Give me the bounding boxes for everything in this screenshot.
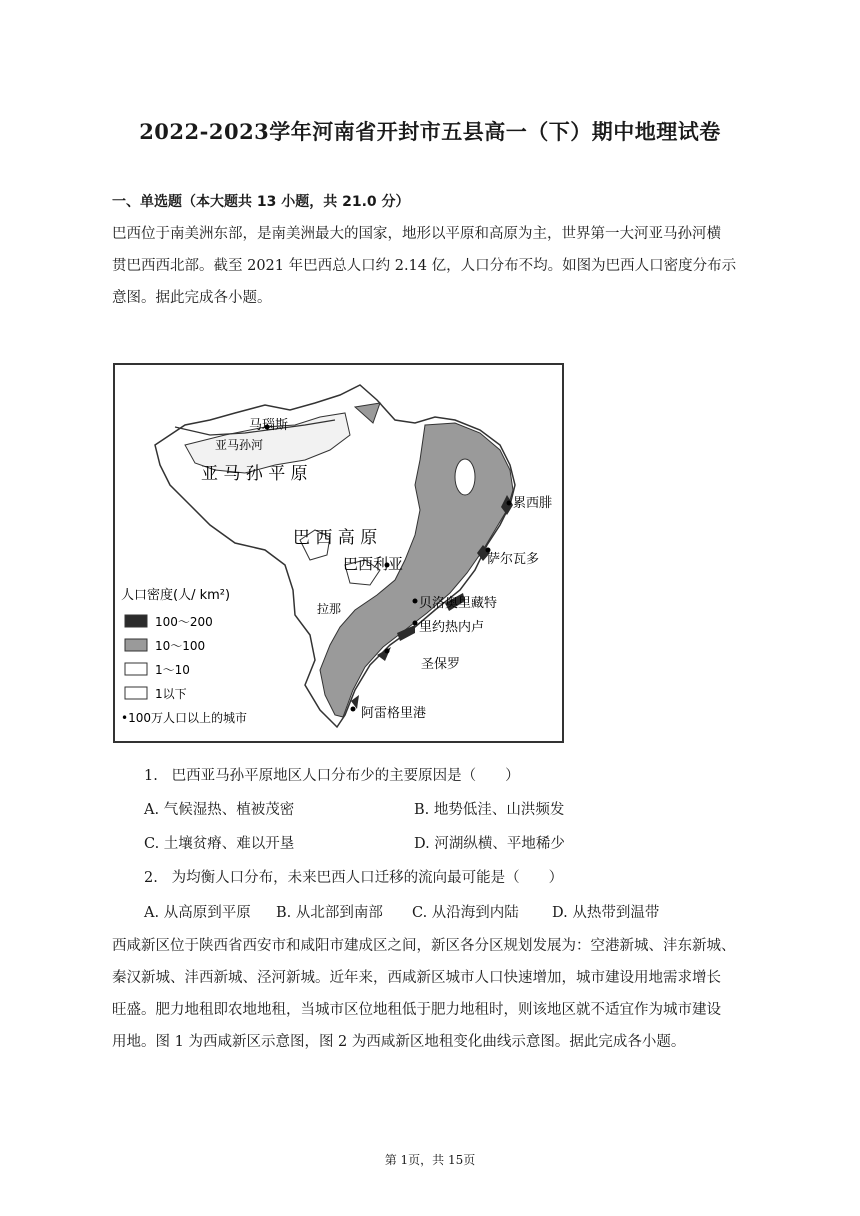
option-text: 从热带到温带 bbox=[572, 905, 660, 921]
passage-line: 贯巴西西北部。截至 2021 年巴西总人口约 2.14 亿，人口分布不均。如图为巴西人口密度分布示 bbox=[112, 258, 737, 274]
option-2c bbox=[412, 901, 519, 922]
option-letter: A. bbox=[144, 905, 160, 921]
legend-item: 1以下 bbox=[155, 687, 187, 701]
question-text: 为均衡人口分布，未来巴西人口迁移的流向最可能是（ ） bbox=[171, 870, 564, 886]
option-text: 从北部到南部 bbox=[295, 905, 383, 921]
option-letter: C. bbox=[412, 905, 428, 921]
legend-title: 人口密度(人/ km²) bbox=[121, 588, 231, 603]
legend-item: 100～200 bbox=[155, 615, 213, 629]
option-text: 从沿海到内陆 bbox=[431, 905, 519, 921]
option-letter: D. bbox=[552, 905, 568, 921]
passage-line: 西咸新区位于陕西省西安市和咸阳市建成区之间，新区各分区规划发展为：空港新城、沣东新城、 bbox=[112, 938, 736, 954]
label-belo-horizonte: 贝洛奥里藏特 bbox=[419, 596, 498, 611]
legend-city-note: •100万人口以上的城市 bbox=[121, 711, 247, 725]
option-2b bbox=[276, 901, 383, 922]
passage-brazil bbox=[112, 218, 752, 314]
label-amazon-river: 亚马孙河 bbox=[215, 438, 264, 452]
page-footer: 第 1页，共 15页 bbox=[384, 1153, 476, 1167]
legend-item: 1～10 bbox=[155, 663, 190, 677]
question-number: 2. bbox=[144, 870, 158, 886]
option-1c bbox=[144, 832, 294, 853]
label-manaus: 马瑙斯 bbox=[249, 418, 289, 433]
option-text: 河湖纵横、平地稀少 bbox=[434, 836, 565, 852]
passage-line: 旺盛。肥力地租即农地地租，当城市区位地租低于肥力地租时，则该地区就不适宜作为城市建设 bbox=[112, 1002, 721, 1018]
option-1d bbox=[414, 832, 565, 853]
option-text: 土壤贫瘠、难以开垦 bbox=[163, 836, 295, 852]
question-1 bbox=[144, 764, 520, 785]
section-heading: 一、单选题（本大题共 13 小题，共 21.0 分） bbox=[112, 194, 410, 210]
option-letter: B. bbox=[414, 802, 430, 818]
option-letter: C. bbox=[144, 836, 160, 852]
label-amazon-plain: 亚 马 孙 平 原 bbox=[201, 464, 308, 484]
label-porto-alegre: 阿雷格里港 bbox=[361, 706, 427, 721]
question-2 bbox=[144, 866, 563, 887]
page-title: 2022-2023学年河南省开封市五县高一（下）期中地理试卷 bbox=[139, 119, 721, 144]
passage-line: 意图。据此完成各小题。 bbox=[112, 290, 272, 306]
label-brazil-plateau: 巴 西 高 原 bbox=[293, 528, 378, 548]
brazil-population-map bbox=[113, 363, 564, 743]
option-2a bbox=[144, 901, 251, 922]
question-number: 1. bbox=[144, 768, 158, 784]
label-parana: 拉那 bbox=[317, 602, 342, 616]
question-text: 巴西亚马孙平原地区人口分布少的主要原因是（ ） bbox=[171, 768, 520, 784]
map-legend bbox=[121, 587, 247, 725]
option-text: 气候湿热、植被茂密 bbox=[163, 802, 295, 818]
passage-line: 秦汉新城、沣西新城、泾河新城。近年来，西咸新区城市人口快速增加，城市建设用地需求增长 bbox=[112, 970, 721, 986]
option-2d bbox=[552, 901, 659, 922]
option-text: 从高原到平原 bbox=[163, 905, 251, 921]
passage-line: 巴西位于南美洲东部，是南美洲最大的国家，地形以平原和高原为主，世界第一大河亚马孙河横 bbox=[112, 226, 721, 242]
label-brasilia: 巴西利亚 bbox=[343, 555, 404, 573]
option-letter: D. bbox=[414, 836, 430, 852]
option-1a bbox=[144, 798, 294, 819]
label-rio: 里约热内卢 bbox=[419, 620, 485, 635]
option-letter: A. bbox=[144, 802, 160, 818]
option-text: 地势低洼、山洪频发 bbox=[433, 802, 565, 818]
label-salvador: 萨尔瓦多 bbox=[487, 552, 540, 567]
option-1b bbox=[414, 798, 564, 819]
passage-line: 用地。图 1 为西咸新区示意图，图 2 为西咸新区地租变化曲线示意图。据此完成各小题。 bbox=[112, 1034, 686, 1050]
label-sao-paulo: 圣保罗 bbox=[421, 657, 461, 672]
option-letter: B. bbox=[276, 905, 292, 921]
label-recife: 累西腓 bbox=[513, 496, 553, 511]
passage-xixian bbox=[112, 930, 752, 1058]
legend-item: 10～100 bbox=[155, 639, 206, 653]
